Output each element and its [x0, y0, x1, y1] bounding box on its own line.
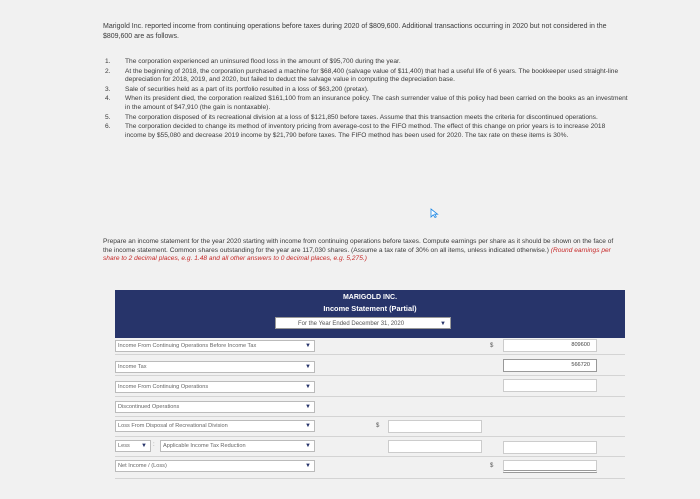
colon-separator: : [153, 442, 155, 448]
item-text: The corporation decided to change its method of inventory pricing from average-cost to the FIFO method. The effect of this change on prior years is to increase 2018 income by $55,080 and decrease 2019 income by $21,790 before taxes. The FIFO method has been used for 2020. The tax rate on these items is 30%. [125, 123, 606, 139]
amount-input-row-7[interactable] [503, 460, 597, 473]
period-dropdown[interactable] [275, 317, 451, 329]
amount-value: 809600 [571, 342, 590, 348]
row-3-dropdown[interactable] [115, 381, 315, 393]
chevron-down-icon: ▼ [440, 321, 446, 327]
rounding-note: (Round earnings per share to 2 decimal places, e.g. 1.48 and all other answers to 0 decimal places, e.g. 5,275.) [103, 246, 611, 263]
row-divider [115, 436, 625, 437]
dollar-sign: $ [490, 343, 494, 349]
amount-value: 566720 [571, 362, 590, 368]
row-divider [115, 478, 625, 479]
chevron-down-icon: ▼ [305, 364, 311, 370]
less-add-selected-value: Less [118, 443, 130, 449]
row-7-dropdown[interactable] [115, 460, 315, 472]
list-item [103, 58, 628, 67]
list-item [103, 123, 628, 140]
item-number: 1. [105, 58, 111, 65]
company-name: MARIGOLD INC. [342, 294, 398, 301]
amount-input-row-3[interactable] [503, 379, 597, 392]
amount-input-row-5[interactable] [388, 420, 482, 433]
chevron-down-icon: ▼ [305, 423, 311, 429]
item-text: When its president died, the corporation realized $161,100 from an insurance policy. The cash surrender value of this policy had been carried on the books as an investment in the amount of $47,910 (the gain is nontaxable). [125, 95, 628, 111]
statement-title: Income Statement (Partial) [323, 304, 417, 313]
row-divider [115, 456, 625, 457]
transaction-list [103, 58, 628, 141]
item-number: 2. [105, 67, 111, 75]
list-item [103, 86, 628, 95]
row-3-label: Income From Continuing Operations [118, 384, 209, 390]
row-divider [115, 375, 625, 376]
problem-intro: Marigold Inc. reported income from continuing operations before taxes during 2020 of $809,600. Additional transactions occurring in 2020 but not considered in the $809,600 are as follows. [103, 23, 607, 40]
row-6-label: Applicable Income Tax Reduction [163, 443, 246, 449]
row-6-dropdown[interactable] [160, 440, 315, 452]
list-item [103, 68, 628, 85]
row-1-label: Income From Continuing Operations Before Income Tax [118, 343, 257, 349]
statement-header [115, 290, 625, 338]
chevron-down-icon: ▼ [141, 443, 147, 449]
chevron-down-icon: ▼ [305, 443, 311, 449]
row-2-label: Income Tax [118, 364, 147, 370]
row-divider [115, 416, 625, 417]
mouse-cursor-icon [430, 208, 440, 218]
instructions [103, 238, 623, 264]
period-selected-value: For the Year Ended December 31, 2020 [298, 321, 405, 327]
row-4-label: Discontinued Operations [118, 404, 180, 410]
row-4-dropdown[interactable] [115, 401, 315, 413]
row-1-dropdown[interactable] [115, 340, 315, 352]
dollar-sign: $ [490, 463, 494, 469]
item-number: 5. [105, 113, 111, 121]
item-text: At the beginning of 2018, the corporation purchased a machine for $68,400 (salvage value of $11,400) that had a useful life of 6 years. The bookkeeper used straight-line depreciation for 2018, 2019, and 2020, but failed to deduct the salvage value in computing the depreciation base. [125, 67, 619, 84]
row-5-dropdown[interactable] [115, 420, 315, 432]
chevron-down-icon: ▼ [305, 343, 311, 349]
row-divider [115, 354, 625, 355]
less-add-dropdown[interactable] [115, 440, 151, 452]
chevron-down-icon: ▼ [305, 463, 311, 469]
instructions-text: Prepare an income statement for the year 2020 starting with income from continuing operations before taxes. Compute earnings per share as it should be shown on the face of the income statement. Common shares outstanding for the year are 117,030 shares. (Assume a tax rate of 30% on all items, unless indicated otherwise.) [103, 238, 614, 254]
row-5-label: Loss From Disposal of Recreational Division [118, 423, 228, 429]
item-text: The corporation experienced an uninsured flood loss in the amount of $95,700 during the year. [125, 58, 401, 65]
item-number: 6. [105, 123, 111, 131]
amount-input-row-2[interactable] [503, 359, 597, 372]
amount-input-row-6[interactable] [388, 440, 482, 453]
amount-input-row-6-total[interactable] [503, 441, 597, 454]
chevron-down-icon: ▼ [305, 404, 311, 410]
item-number: 3. [105, 85, 111, 93]
item-text: The corporation disposed of its recreational division at a loss of $121,850 before taxes. Assume that this transaction meets the criteria for discontinued operations. [125, 113, 598, 121]
list-item [103, 95, 628, 112]
row-2-dropdown[interactable] [115, 361, 315, 373]
row-7-label: Net Income / (Loss) [118, 463, 167, 469]
amount-input-row-1[interactable] [503, 339, 597, 352]
dollar-sign: $ [376, 423, 380, 429]
item-text: Sale of securities held as a part of its portfolio resulted in a loss of $63,200 (pretax). [125, 85, 369, 93]
row-divider [115, 396, 625, 397]
list-item [103, 114, 628, 123]
chevron-down-icon: ▼ [305, 384, 311, 390]
item-number: 4. [105, 95, 111, 103]
